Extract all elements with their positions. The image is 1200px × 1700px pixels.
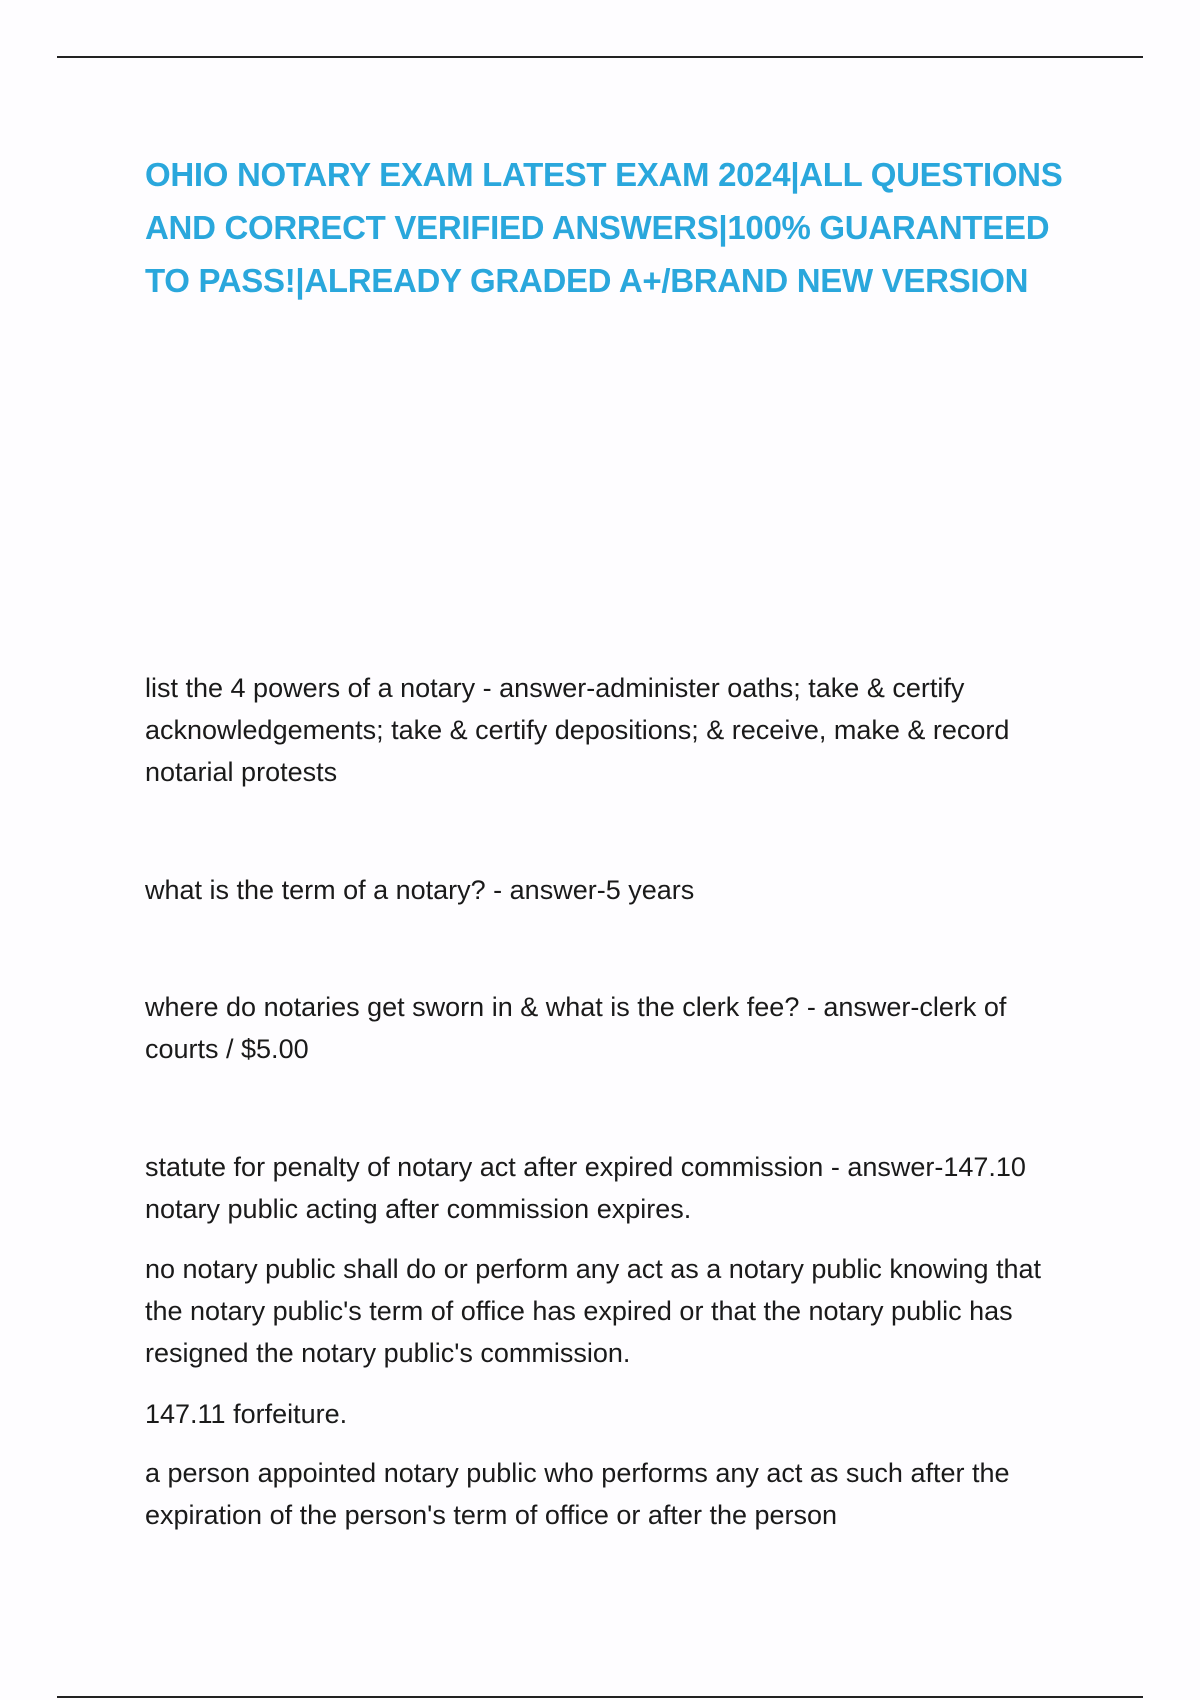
qa-paragraph-sworn-in-fee: where do notaries get sworn in & what is the clerk fee? - answer-clerk of courts / $5.00 [145, 992, 1007, 1064]
top-rule [57, 56, 1143, 58]
bottom-rule [57, 1696, 1143, 1698]
qa-paragraph-notary-powers: list the 4 powers of a notary - answer-administer oaths; take & certify acknowledgements; take & certify depositions; & receive, make & record notarial protests [145, 673, 1010, 787]
statute-text-forfeiture: a person appointed notary public who performs any act as such after the expiration of the person's term of office or after the person [145, 1458, 1010, 1530]
qa-paragraph-notary-term: what is the term of a notary? - answer-5 years [145, 875, 695, 905]
document-title: OHIO NOTARY EXAM LATEST EXAM 2024|ALL QUESTIONS AND CORRECT VERIFIED ANSWERS|100% GUARANTEED TO PASS!|ALREADY GRADED A+/BRAND NEW VERSION [145, 156, 1063, 299]
qa-paragraph-expired-commission: statute for penalty of notary act after expired commission - answer-147.10 notary public acting after commission expires. [145, 1152, 1026, 1224]
statute-heading-forfeiture: 147.11 forfeiture. [145, 1399, 348, 1429]
statute-text-paragraph: no notary public shall do or perform any act as a notary public knowing that the notary public's term of office has expired or that the notary public has resigned the notary public's commission. [145, 1254, 1041, 1368]
